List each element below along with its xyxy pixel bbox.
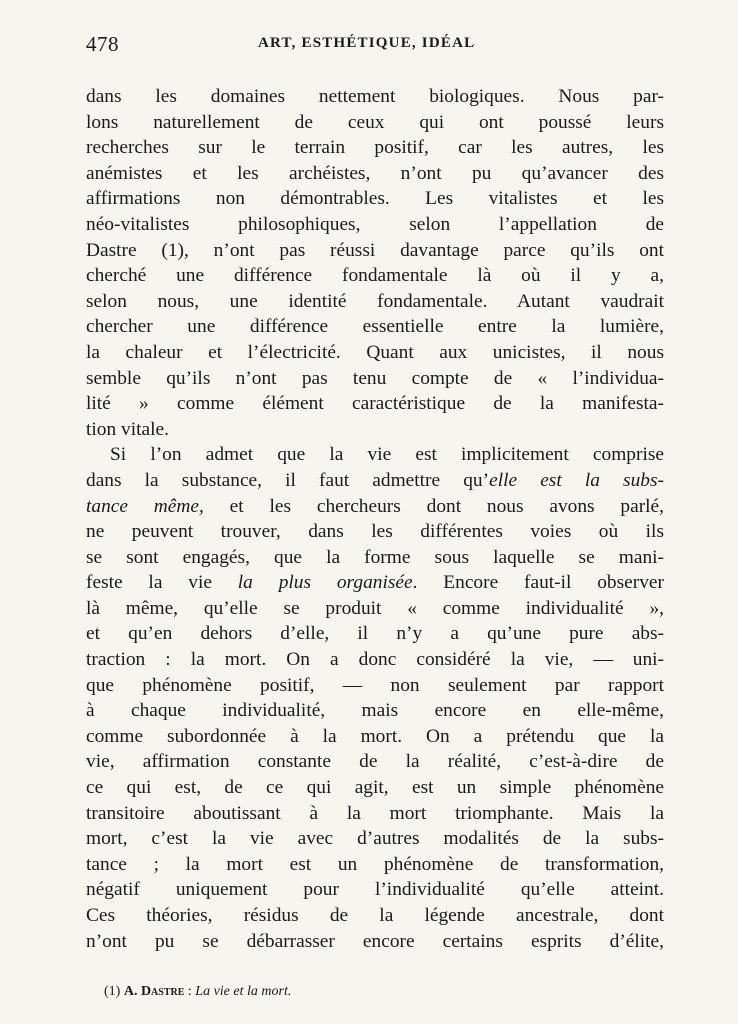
text-line: chercher une différence essentielle entre la lumière, bbox=[86, 316, 664, 338]
text-line: et qu’en dehors d’elle, il n’y a qu’une pure abs- bbox=[86, 623, 664, 645]
text-line: Dastre (1), n’ont pas réussi davantage parce qu’ils ont bbox=[86, 239, 664, 261]
page-number: 478 bbox=[86, 32, 119, 56]
text-line bbox=[86, 570, 664, 596]
text-line: Ces théories, résidus de la légende ancestrale, dont bbox=[86, 905, 664, 926]
text-line: néo-vitalistes philosophiques, selon l’appellation de bbox=[86, 213, 664, 235]
running-title: ART, ESTHÉTIQUE, IDÉAL bbox=[258, 35, 476, 51]
text-line: dans les domaines nettement biologiques. Nous par- bbox=[86, 86, 664, 107]
text-line: à chaque individualité, mais encore en elle-même, bbox=[86, 700, 664, 722]
text-line: mort, c’est la vie avec d’autres modalités de la subs- bbox=[86, 828, 664, 850]
text-segment: dans la substance, il faut admettre qu’ bbox=[86, 469, 490, 491]
footnote-separator: : bbox=[184, 984, 196, 999]
text-line: la chaleur et l’électricité. Quant aux unicistes, il nous bbox=[86, 341, 664, 363]
footnote bbox=[104, 984, 291, 1000]
text-line: transitoire aboutissant à la mort triomphante. Mais la bbox=[86, 802, 664, 824]
text-line bbox=[86, 494, 664, 520]
text-line: traction : la mort. On a donc considéré la vie, — uni- bbox=[86, 649, 664, 671]
text-line bbox=[86, 468, 664, 494]
text-line: vie, affirmation constante de la réalité, c’est-à-dire de bbox=[86, 751, 664, 773]
text-line: n’ont pu se débarrasser encore certains esprits d’élite, bbox=[86, 930, 664, 952]
text-line: tance ; la mort est un phénomène de transformation, bbox=[86, 853, 664, 875]
text-line: tion vitale. bbox=[86, 418, 169, 440]
footnote-author: A. Dastre bbox=[123, 984, 185, 999]
text-segment: feste la vie bbox=[86, 572, 238, 594]
emphasis-text: tance même, bbox=[86, 495, 204, 517]
text-line: lité » comme élément caractéristique de la manifesta- bbox=[86, 393, 664, 415]
footnote-marker: (1) bbox=[104, 984, 124, 999]
footnote-title: La vie et la mort. bbox=[195, 984, 292, 999]
emphasis-text: la plus organisée bbox=[237, 572, 413, 594]
text-line: ce qui est, de ce qui agit, est un simple phénomène bbox=[86, 777, 664, 799]
text-line: comme subordonnée à la mort. On a prétendu que la bbox=[86, 725, 664, 747]
text-line: cherché une différence fondamentale là où il y a, bbox=[86, 265, 664, 287]
text-line: selon nous, une identité fondamentale. Autant vaudrait bbox=[86, 290, 664, 312]
text-line: semble qu’ils n’ont pas tenu compte de « l’individua- bbox=[86, 367, 664, 389]
emphasis-text: elle est la subs- bbox=[489, 469, 664, 491]
text-segment: et les chercheurs dont nous avons parlé, bbox=[203, 495, 664, 517]
text-line: se sont engagés, que la forme sous laquelle se mani- bbox=[86, 546, 664, 568]
text-segment: . Encore faut-il observer bbox=[412, 572, 664, 594]
text-line: lons naturellement de ceux qui ont poussé leurs bbox=[86, 111, 664, 133]
page-header bbox=[86, 32, 664, 58]
text-line: recherches sur le terrain positif, car les autres, les bbox=[86, 137, 664, 159]
text-line: négatif uniquement pour l’individualité qu’elle atteint. bbox=[86, 879, 664, 901]
text-line: que phénomène positif, — non seulement par rapport bbox=[86, 674, 664, 696]
text-line: là même, qu’elle se produit « comme individualité », bbox=[86, 597, 664, 619]
text-line: Si l’on admet que la vie est implicitement comprise bbox=[110, 444, 664, 466]
body-text bbox=[86, 84, 664, 954]
text-line: affirmations non démontrables. Les vitalistes et les bbox=[86, 188, 664, 210]
text-line: anémistes et les archéistes, n’ont pu qu’avancer des bbox=[86, 162, 664, 184]
text-line: ne peuvent trouver, dans les différentes voies où ils bbox=[86, 521, 664, 543]
